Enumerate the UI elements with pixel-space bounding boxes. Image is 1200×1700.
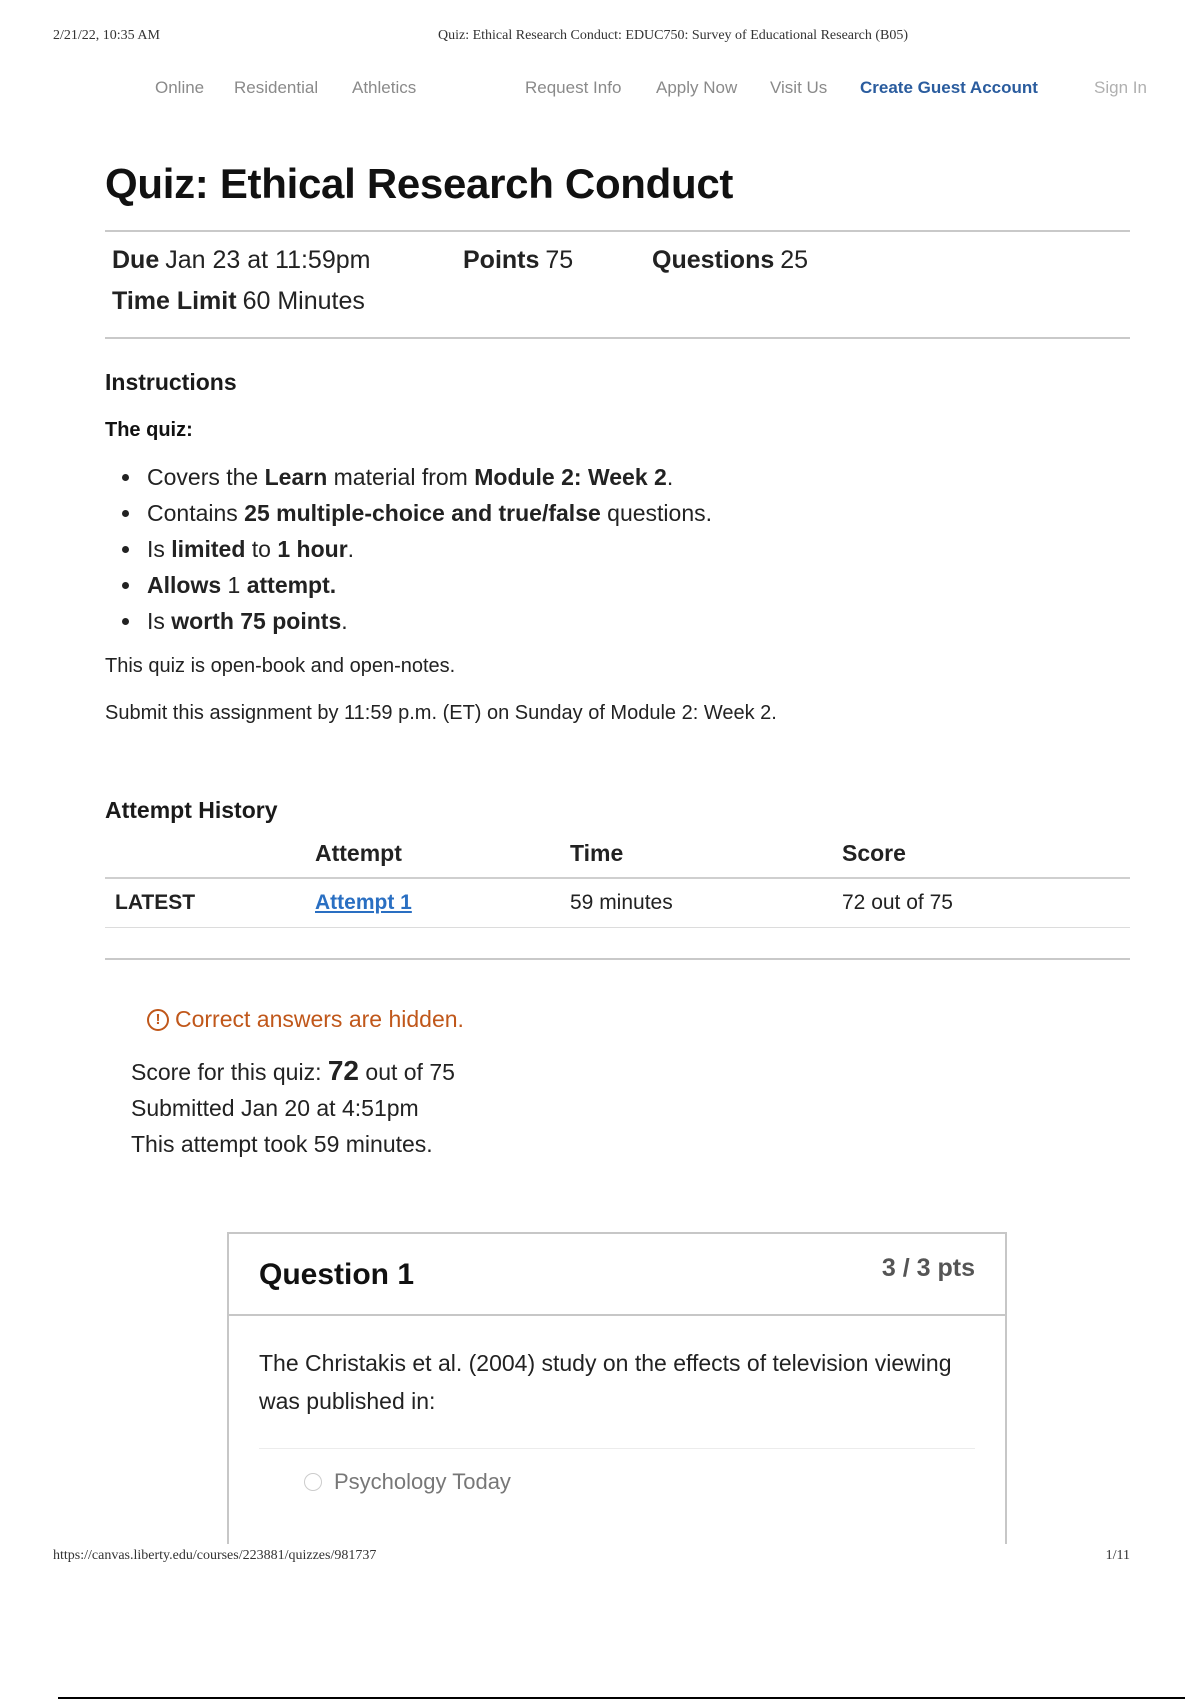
page-bottom-rule <box>58 1697 1185 1699</box>
column-header-blank <box>105 840 315 878</box>
text: material from <box>327 464 475 490</box>
warning-icon: ! <box>147 1009 169 1031</box>
text: . <box>666 464 674 490</box>
quiz-main <box>105 160 1130 1162</box>
time-limit <box>112 287 365 316</box>
nav-link-request-info[interactable]: Request Info <box>525 78 622 97</box>
text: . <box>347 536 355 562</box>
attempt-history-table <box>105 840 1130 928</box>
column-header-time: Time <box>570 840 842 878</box>
instructions-heading: Instructions <box>105 369 237 395</box>
list-item <box>143 495 1130 531</box>
radio-button-icon[interactable] <box>304 1473 322 1491</box>
points-value: 75 <box>545 246 574 274</box>
text: 25 multiple-choice and true/false <box>244 500 601 526</box>
score-suffix: out of 75 <box>359 1059 455 1085</box>
text: 1 hour <box>277 536 348 562</box>
latest-tag: LATEST <box>105 878 315 928</box>
table-row <box>105 878 1130 928</box>
text: Is <box>147 608 172 634</box>
text: . <box>341 608 348 634</box>
list-item <box>143 459 1130 495</box>
text: 1 <box>221 572 247 598</box>
print-document-title: Quiz: Ethical Research Conduct: EDUC750: Survey of Educational Research (B05) <box>438 28 909 43</box>
text: limited <box>171 536 246 562</box>
text: Learn <box>264 464 328 490</box>
text: worth 75 points <box>171 608 342 634</box>
nav-link-visit-us[interactable]: Visit Us <box>770 78 828 97</box>
text: questions. <box>600 500 713 526</box>
attempt-1-link[interactable]: Attempt 1 <box>315 891 412 914</box>
nav-link-athletics[interactable]: Athletics <box>352 78 417 97</box>
divider <box>105 958 1130 960</box>
nav-link-apply-now[interactable]: Apply Now <box>656 78 738 97</box>
due-label: Due <box>112 246 160 274</box>
instructions-subheading: The quiz: <box>105 419 193 441</box>
text: Module 2: Week 2 <box>474 464 667 490</box>
open-book-note: This quiz is open-book and open-notes. <box>105 655 456 677</box>
quiz-result-summary <box>131 1053 1130 1162</box>
attempt-duration: This attempt took 59 minutes. <box>131 1131 433 1157</box>
text: Allows <box>147 572 222 598</box>
quiz-score <box>131 1053 1130 1090</box>
score-prefix: Score for this quiz: <box>131 1059 328 1085</box>
question-title: Question 1 <box>259 1258 415 1291</box>
nav-link-residential[interactable]: Residential <box>234 78 319 97</box>
due-date <box>112 246 370 275</box>
question-body <box>229 1316 1005 1501</box>
nav-link-create-guest-account[interactable]: Create Guest Account <box>860 78 1038 97</box>
score-value: 72 <box>327 1055 360 1086</box>
questions-label: Questions <box>652 246 775 274</box>
score-cell: 72 out of 75 <box>842 878 1130 928</box>
text: Is <box>147 536 172 562</box>
submission-note: Submit this assignment by 11:59 p.m. (ET) on Sunday of Module 2: Week 2. <box>105 702 777 724</box>
column-header-score: Score <box>842 840 1130 878</box>
answer-option-label: Psychology Today <box>334 1469 511 1494</box>
answers-hidden-notice <box>147 1006 1130 1033</box>
question-text: The Christakis et al. (2004) study on the effects of television viewing was published in: <box>259 1350 952 1414</box>
quiz-meta <box>105 232 1130 337</box>
questions-value: 25 <box>780 246 809 274</box>
answer-option[interactable] <box>304 1449 975 1501</box>
questions-count <box>652 246 808 275</box>
divider <box>105 337 1130 339</box>
due-value: Jan 23 at 11:59pm <box>165 246 371 274</box>
answers-hidden-text: Correct answers are hidden. <box>175 1006 464 1032</box>
question-header <box>229 1234 1005 1316</box>
column-header-attempt: Attempt <box>315 840 570 878</box>
time-limit-label: Time Limit <box>112 287 237 315</box>
points-label: Points <box>463 246 540 274</box>
question-points: 3 / 3 pts <box>881 1254 975 1282</box>
submitted-at: Submitted Jan 20 at 4:51pm <box>131 1095 419 1121</box>
list-item <box>143 567 1130 603</box>
list-item <box>143 531 1130 567</box>
page-title: Quiz: Ethical Research Conduct <box>105 160 734 207</box>
nav-link-sign-in[interactable]: Sign In <box>1094 78 1147 97</box>
attempt-cell <box>315 878 570 928</box>
print-timestamp: 2/21/22, 10:35 AM <box>53 28 160 43</box>
list-item <box>143 603 1130 639</box>
top-navigation <box>0 78 1200 102</box>
text: Contains <box>147 500 245 526</box>
points <box>463 246 573 275</box>
attempt-history-heading: Attempt History <box>105 797 278 823</box>
page-number: 1/11 <box>1105 1548 1130 1563</box>
time-cell: 59 minutes <box>570 878 842 928</box>
nav-link-online[interactable]: Online <box>155 78 205 97</box>
print-footer <box>53 1548 1130 1564</box>
text: attempt. <box>246 572 337 598</box>
text: to <box>245 536 278 562</box>
instructions-list <box>105 459 1130 639</box>
table-header-row <box>105 840 1130 878</box>
question-card <box>227 1232 1007 1544</box>
text: Covers the <box>147 464 265 490</box>
print-url: https://canvas.liberty.edu/courses/223881/quizzes/981737 <box>53 1548 377 1563</box>
time-limit-value: 60 Minutes <box>242 287 365 315</box>
